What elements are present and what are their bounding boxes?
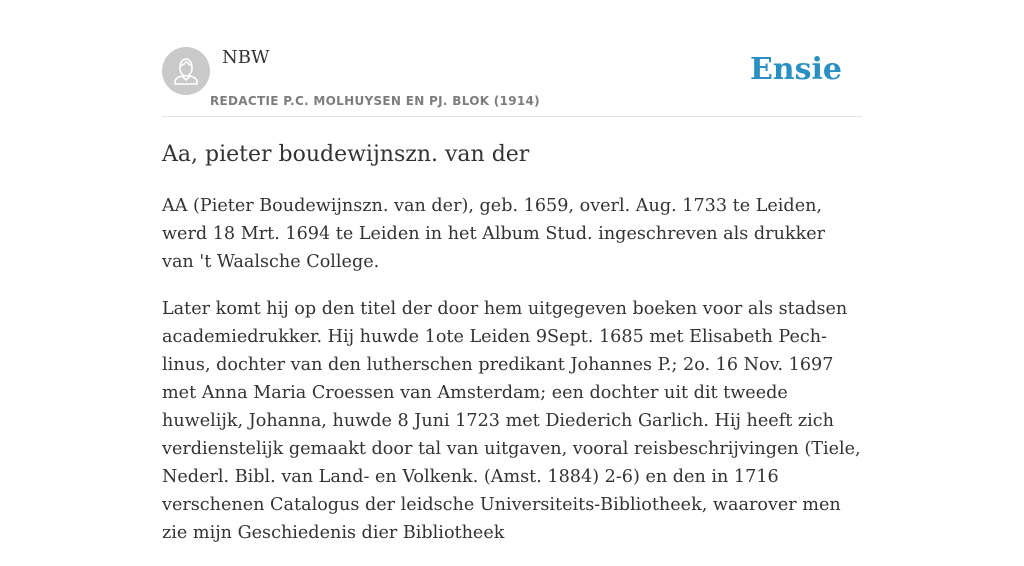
article-body xyxy=(162,192,862,566)
site-logo[interactable]: Ensie xyxy=(749,52,842,87)
article-paragraph: AA (Pieter Boudewijnszn. van der), geb. 1659, overl. Aug. 1733 te Leiden, werd 18 Mrt. 1694 te Leiden in het Album Stud. ingeschreven als drukker van 't Waalsche College. xyxy=(162,196,826,272)
source-label: REDACTIE P.C. MOLHUYSEN EN PJ. BLOK (1914) xyxy=(210,94,540,108)
author-name[interactable]: NBW xyxy=(222,47,270,68)
user-silhouette-icon xyxy=(162,47,210,95)
article-header xyxy=(162,46,862,117)
article-paragraph: Later komt hij op den titel der door hem uitgegeven boeken voor als stadsen academiedrukker. Hij huwde 1ote Leiden 9Sept. 1685 met Elisabeth Pech- linus, dochter van den lutherschen predikant Johannes P.; 2o. 16 Nov. 1697 met Anna Maria Croessen van Amsterdam; een dochter uit dit tweede huwelijk, Johanna, huwde 8 Juni 1723 met Diederich Garlich. Hij heeft zich verdienstelijk gemaakt door tal van uitgaven, vooral reisbeschrijvingen (Tiele, Nederl. Bibl. van Land- en Volkenk. (Amst. 1884) 2-6) en den in 1716 verschenen Catalogus der leidsche Universiteits-Bibliotheek, waarover men zie mijn Geschiedenis dier Bibliotheek xyxy=(162,299,861,543)
avatar[interactable] xyxy=(162,47,210,95)
article-title: Aa, pieter boudewijnszn. van der xyxy=(162,142,530,167)
